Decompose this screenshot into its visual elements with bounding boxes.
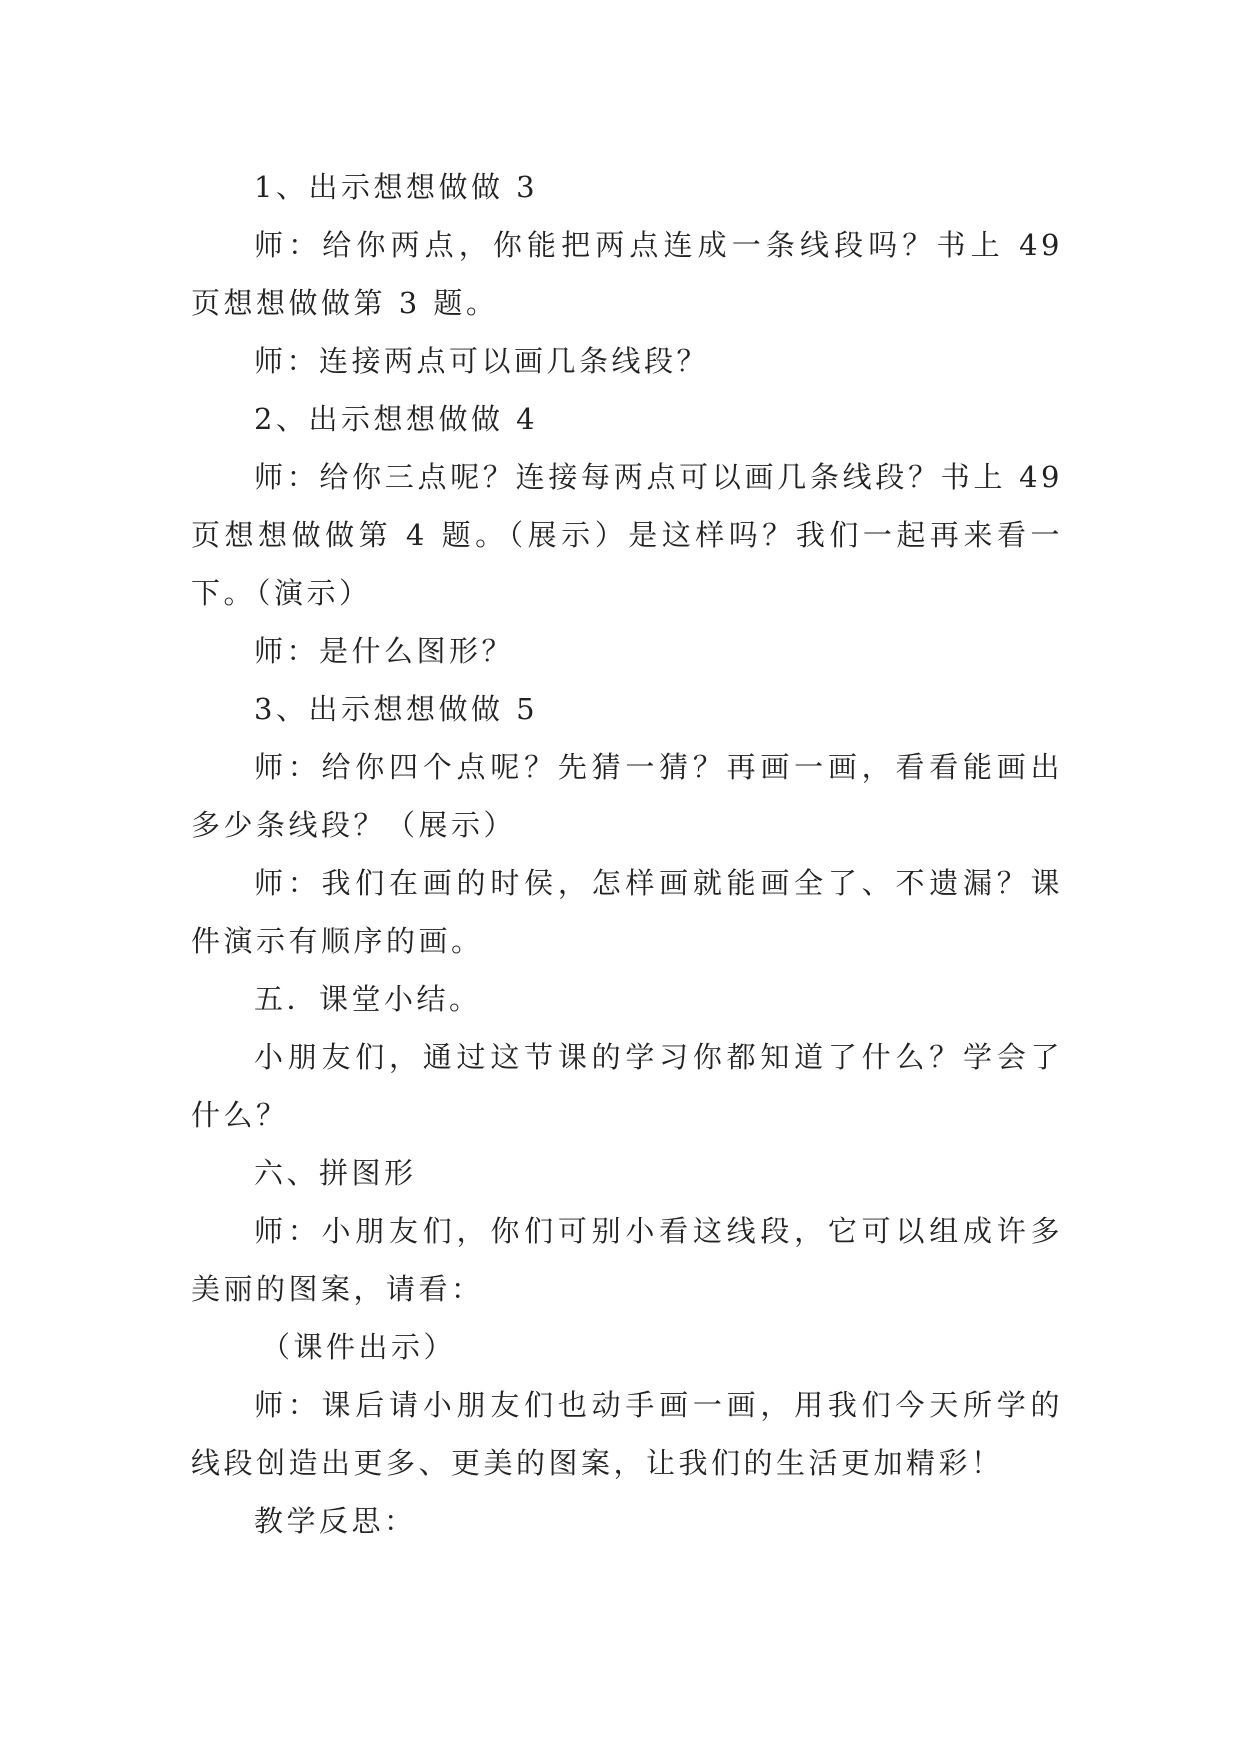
paragraph-item-2-heading: 2、出示想想做做 4 bbox=[254, 402, 539, 436]
paragraph-teacher-connect-two-points: 师：连接两点可以画几条线段？ bbox=[254, 344, 710, 378]
paragraph-teaching-reflection: 教学反思： bbox=[254, 1504, 417, 1538]
paragraph-courseware-show: （课件出示） bbox=[261, 1330, 457, 1364]
document-body bbox=[191, 158, 1063, 1550]
paragraph-teacher-four-points: 师：给你四个点呢？先猜一猜？再画一画，看看能画出多少条线段？（展示） bbox=[191, 750, 1063, 842]
paragraph-section-5-summary: 五．课堂小结。 bbox=[254, 982, 482, 1016]
paragraph-item-3-heading: 3、出示想想做做 5 bbox=[254, 692, 539, 726]
paragraph-teacher-homework: 师：课后请小朋友们也动手画一画，用我们今天所学的线段创造出更多、更美的图案，让我们的生活更加精彩！ bbox=[191, 1388, 1063, 1480]
paragraph-teacher-patterns: 师：小朋友们，你们可别小看这线段，它可以组成许多美丽的图案，请看： bbox=[191, 1214, 1063, 1306]
paragraph-teacher-draw-in-order: 师：我们在画的时侯，怎样画就能画全了、不遗漏？课件演示有顺序的画。 bbox=[191, 866, 1063, 958]
paragraph-teacher-what-shape: 师：是什么图形？ bbox=[254, 634, 515, 668]
paragraph-teacher-three-points: 师：给你三点呢？连接每两点可以画几条线段？书上 49 页想想做做第 4 题。（展示）是这样吗？我们一起再来看一下。（演示） bbox=[191, 460, 1063, 610]
paragraph-summary-question: 小朋友们，通过这节课的学习你都知道了什么？学会了什么？ bbox=[191, 1040, 1063, 1132]
paragraph-teacher-two-points: 师：给你两点，你能把两点连成一条线段吗？书上 49 页想想做做第 3 题。 bbox=[191, 228, 1063, 320]
paragraph-item-1-heading: 1、出示想想做做 3 bbox=[254, 170, 539, 204]
paragraph-section-6-heading: 六、拼图形 bbox=[254, 1156, 417, 1190]
